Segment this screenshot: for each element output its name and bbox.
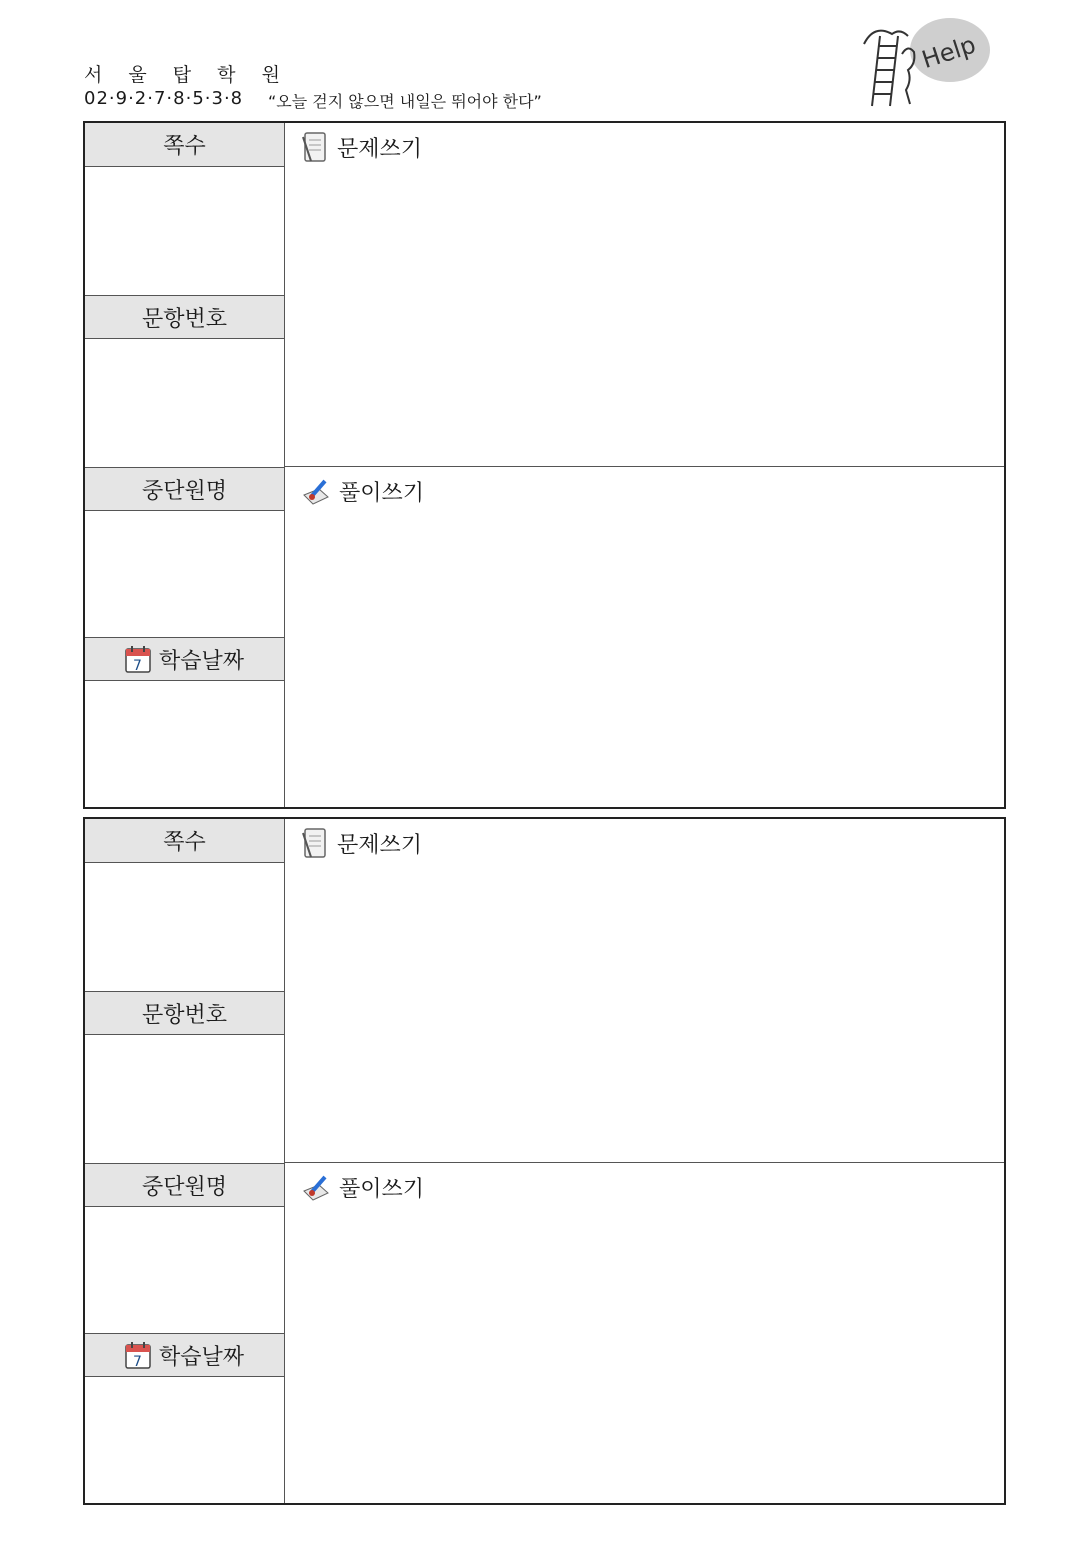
study-date-label: 7 학습날짜 bbox=[85, 637, 284, 681]
note-sheet-1 bbox=[83, 121, 1006, 809]
solution-section-title: 풀이쓰기 bbox=[301, 476, 424, 507]
page-number-label: 쪽수 bbox=[85, 123, 284, 167]
help-ladder-logo bbox=[850, 14, 992, 112]
notepad-icon bbox=[301, 827, 329, 859]
calendar-icon bbox=[125, 645, 151, 673]
info-column bbox=[85, 123, 285, 807]
note-sheet-2 bbox=[83, 817, 1006, 1505]
question-number-label: 문항번호 bbox=[85, 295, 284, 339]
section-divider bbox=[285, 1162, 1004, 1163]
page-header bbox=[0, 0, 1092, 120]
pen-paper-icon bbox=[301, 477, 331, 507]
page-number-label: 쪽수 bbox=[85, 819, 284, 863]
problem-section-title: 문제쓰기 bbox=[301, 827, 422, 859]
solution-section-title: 풀이쓰기 bbox=[301, 1172, 424, 1203]
phone-number: 02·9·2·7·8·5·3·8 bbox=[84, 88, 244, 109]
question-number-label: 문항번호 bbox=[85, 991, 284, 1035]
info-column bbox=[85, 819, 285, 1503]
logo-text: Help bbox=[918, 30, 980, 75]
notepad-icon bbox=[301, 131, 329, 163]
unit-name-label: 중단원명 bbox=[85, 467, 284, 511]
pen-paper-icon bbox=[301, 1173, 331, 1203]
calendar-icon bbox=[125, 1341, 151, 1369]
svg-text:7: 7 bbox=[132, 658, 142, 673]
unit-name-label: 중단원명 bbox=[85, 1163, 284, 1207]
problem-section-title: 문제쓰기 bbox=[301, 131, 422, 163]
section-divider bbox=[285, 466, 1004, 467]
svg-text:7: 7 bbox=[132, 1354, 142, 1369]
motto: “오늘 걷지 않으면 내일은 뛰어야 한다” bbox=[268, 92, 542, 111]
study-date-label: 7 학습날짜 bbox=[85, 1333, 284, 1377]
academy-name: 서 울 탑 학 원 bbox=[84, 64, 290, 86]
